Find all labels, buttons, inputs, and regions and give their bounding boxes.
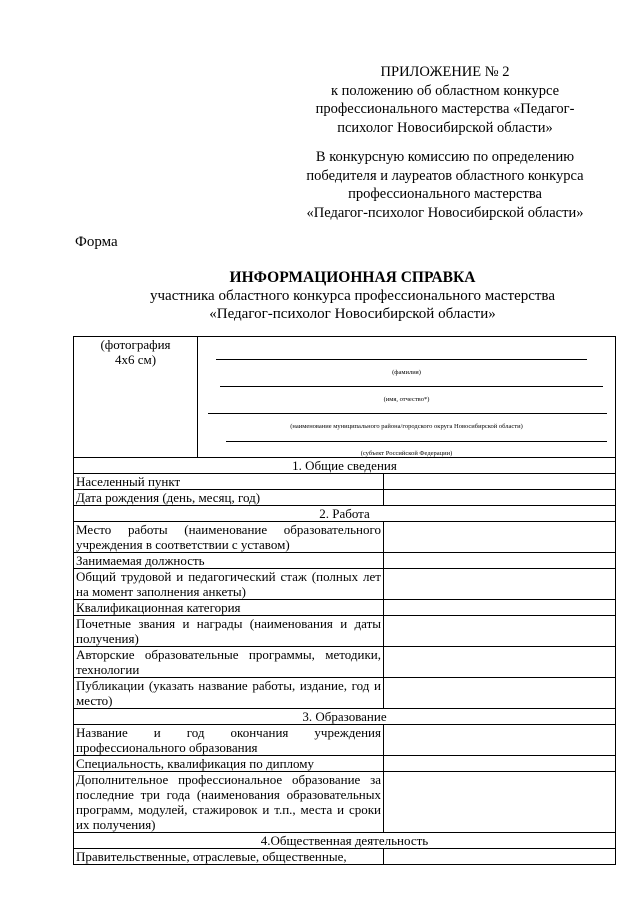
field-label: Публикации (указать название работы, издание, год и место) [74,678,384,709]
appendix-line: психолог Новосибирской области» [337,119,553,136]
document-subtitle: «Педагог-психолог Новосибирской области» [209,306,496,322]
table-row [74,600,616,616]
table-row [74,569,616,600]
field-label: Специальность, квалификация по диплому [74,756,384,772]
table-row [74,772,616,833]
field-label: Правительственные, отраслевые, общественные, [74,849,384,865]
table-row [74,553,616,569]
appendix-line: ПРИЛОЖЕНИЕ № 2 [380,64,510,80]
field-label: Авторские образовательные программы, методики, технологии [74,647,384,678]
field-value[interactable] [384,569,616,600]
field-value[interactable] [384,678,616,709]
table-row [74,725,616,756]
photo-caption: (фотография [100,337,171,352]
field-label: Место работы (наименование образовательного учреждения в соответствии с уставом) [74,522,384,553]
section-title: 2. Работа [74,506,616,522]
field-label: Название и год окончания учреждения профессионального образования [74,725,384,756]
commission-line: «Педагог-психолог Новосибирской области» [306,204,584,221]
section-title: 1. Общие сведения [74,458,616,474]
municipality-caption: (наименование муниципального района/городского округа Новосибирской области) [290,423,523,430]
subject-caption: (субъект Российской Федерации) [360,450,453,457]
field-value[interactable] [384,772,616,833]
field-value[interactable] [384,600,616,616]
table-row [74,849,616,865]
surname-line[interactable] [216,359,587,360]
field-label: Занимаемая должность [74,553,384,569]
section-header-row [74,709,616,725]
commission-address [280,148,610,222]
table-row [74,756,616,772]
appendix-header [280,63,610,137]
info-table [73,336,616,865]
photo-caption: 4х6 см) [114,352,157,367]
title-block [75,268,630,323]
field-value[interactable] [384,474,616,490]
field-value[interactable] [384,849,616,865]
field-value[interactable] [384,490,616,506]
name-caption: (имя, отчество*) [383,396,430,403]
table-row [74,616,616,647]
field-label: Дополнительное профессиональное образование за последние три года (наименования образовательных программ, модулей, стажировок и т.п., места и сроки их получения) [74,772,384,833]
field-label: Квалификационная категория [74,600,384,616]
field-value[interactable] [384,647,616,678]
table-row [74,647,616,678]
appendix-line: профессионального мастерства «Педагог- [315,101,575,117]
photo-placeholder [74,337,198,458]
field-value[interactable] [384,756,616,772]
section-header-row [74,458,616,474]
municipality-line[interactable] [208,413,607,414]
table-row [74,474,616,490]
field-value[interactable] [384,725,616,756]
identity-row [74,337,616,458]
commission-line: В конкурсную комиссию по определению [315,149,575,165]
section-header-row [74,833,616,849]
table-row [74,522,616,553]
identity-fields [198,337,616,458]
document-title: ИНФОРМАЦИОННАЯ СПРАВКА [229,269,476,286]
field-label: Дата рождения (день, месяц, год) [74,490,384,506]
field-label: Общий трудовой и педагогический стаж (полных лет на момент заполнения анкеты) [74,569,384,600]
table-row [74,678,616,709]
field-value[interactable] [384,522,616,553]
form-label: Форма [75,234,118,250]
commission-line: профессионального мастерства [348,186,542,202]
document-subtitle: участника областного конкурса профессионального мастерства [150,288,555,304]
commission-line: победителя и лауреатов областного конкурса [306,167,584,184]
name-line[interactable] [220,386,603,387]
subject-line[interactable] [226,441,607,442]
field-value[interactable] [384,616,616,647]
section-title: 4.Общественная деятельность [74,833,616,849]
appendix-line: к положению об областном конкурсе [330,82,560,99]
field-value[interactable] [384,553,616,569]
table-row [74,490,616,506]
section-title: 3. Образование [74,709,616,725]
field-label: Населенный пункт [74,474,384,490]
surname-caption: (фамилия) [392,369,421,376]
section-header-row [74,506,616,522]
field-label: Почетные звания и награды (наименования и даты получения) [74,616,384,647]
